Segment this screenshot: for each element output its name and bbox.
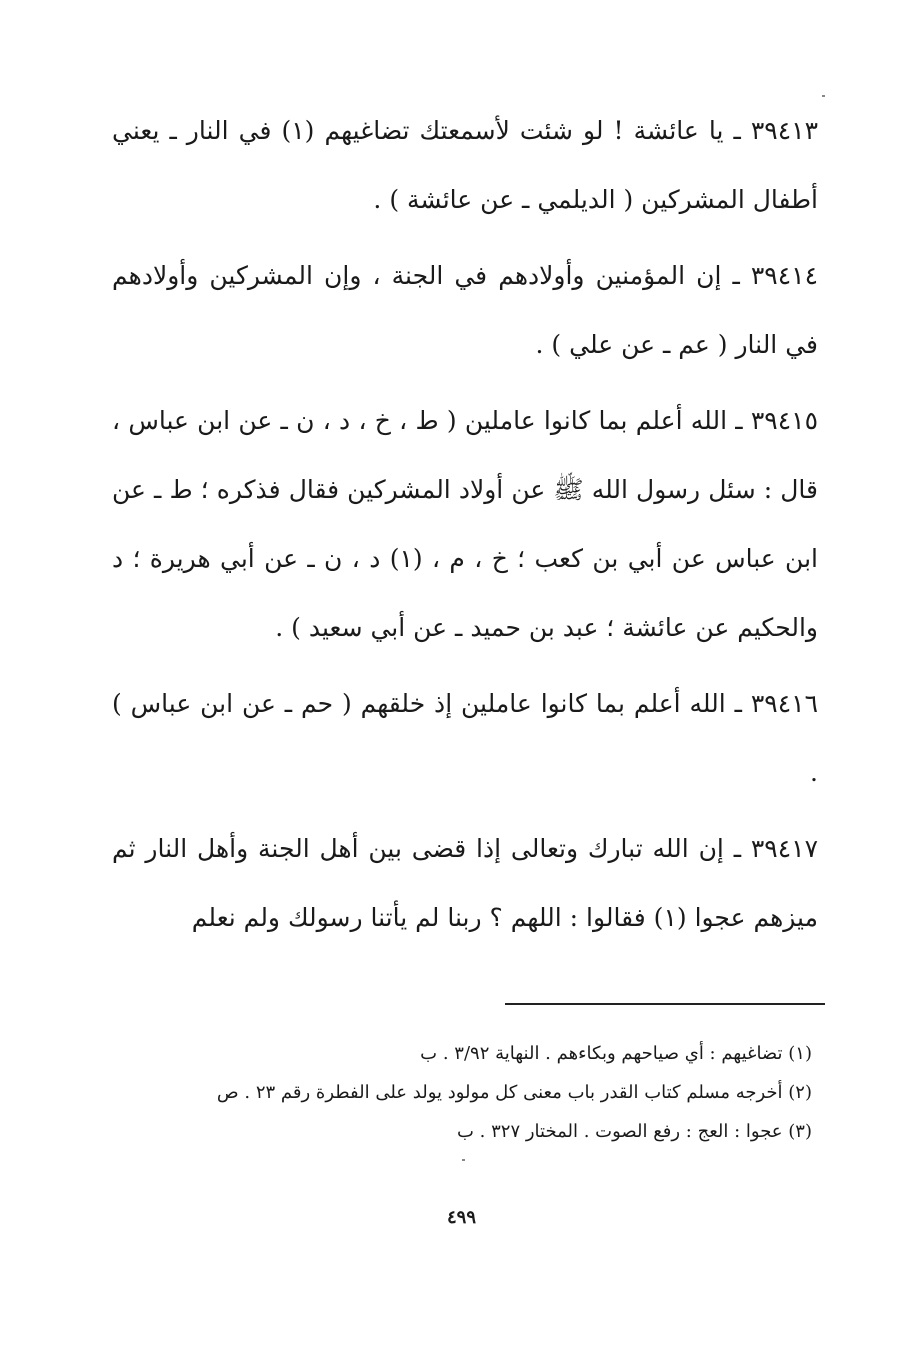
hadith-entry-39415: ٣٩٤١٥ ـ الله أعلم بما كانوا عاملين ( ط ، خ ، د ، ن ـ عن ابن عباس ، قال : سئل رسول الله ﷺ عن أولاد المشركين فقال فذكره ؛ ط ـ عن ابن عباس عن أبي بن كعب ؛ خ ، م ، (١) د ، ن ـ عن أبي هريرة ؛ د والحكيم عن عائشة ؛ عبد بن حميد ـ عن أبي سعيد ) . [112,406,818,642]
hadith-entries [112,96,818,959]
hadith-entry-39417: ٣٩٤١٧ ـ إن الله تبارك وتعالى إذا قضى بين أهل الجنة وأهل النار ثم ميزهم عجوا (١) فقالوا : اللهم ؟ ربنا لم يأتنا رسولك ولم نعلم [112,834,818,932]
footnote-2: (٢) أخرجه مسلم كتاب القدر باب معنى كل مولود يولد على الفطرة رقم ٢٣ . ص [216,1082,812,1103]
footnotes [112,1034,812,1151]
hadith-entry-39414: ٣٩٤١٤ ـ إن المؤمنين وأولادهم في الجنة ، وإن المشركين وأولادهم في النار ( عم ـ عن علي ) . [112,261,818,359]
hadith-entry-39413: ٣٩٤١٣ ـ يا عائشة ! لو شئت لأسمعتك تضاغيهم (١) في النار ـ يعني أطفال المشركين ( الديلمي ـ عن عائشة ) . [112,116,819,214]
page-number: ٤٩٩ [446,1207,476,1228]
scan-speck [462,1159,465,1161]
footnote-divider [505,1003,825,1005]
hadith-entry-39416: ٣٩٤١٦ ـ الله أعلم بما كانوا عاملين إذ خلقهم ( حم ـ عن ابن عباس ) . [112,689,818,787]
scan-speck [822,95,825,97]
footnote-1: (١) تضاغيهم : أي صياحهم وبكاءهم . النهاية ٣/٩٢ . ب [420,1043,812,1064]
footnote-3: (٣) عجوا : العج : رفع الصوت . المختار ٣٢٧ . ب [457,1121,812,1142]
